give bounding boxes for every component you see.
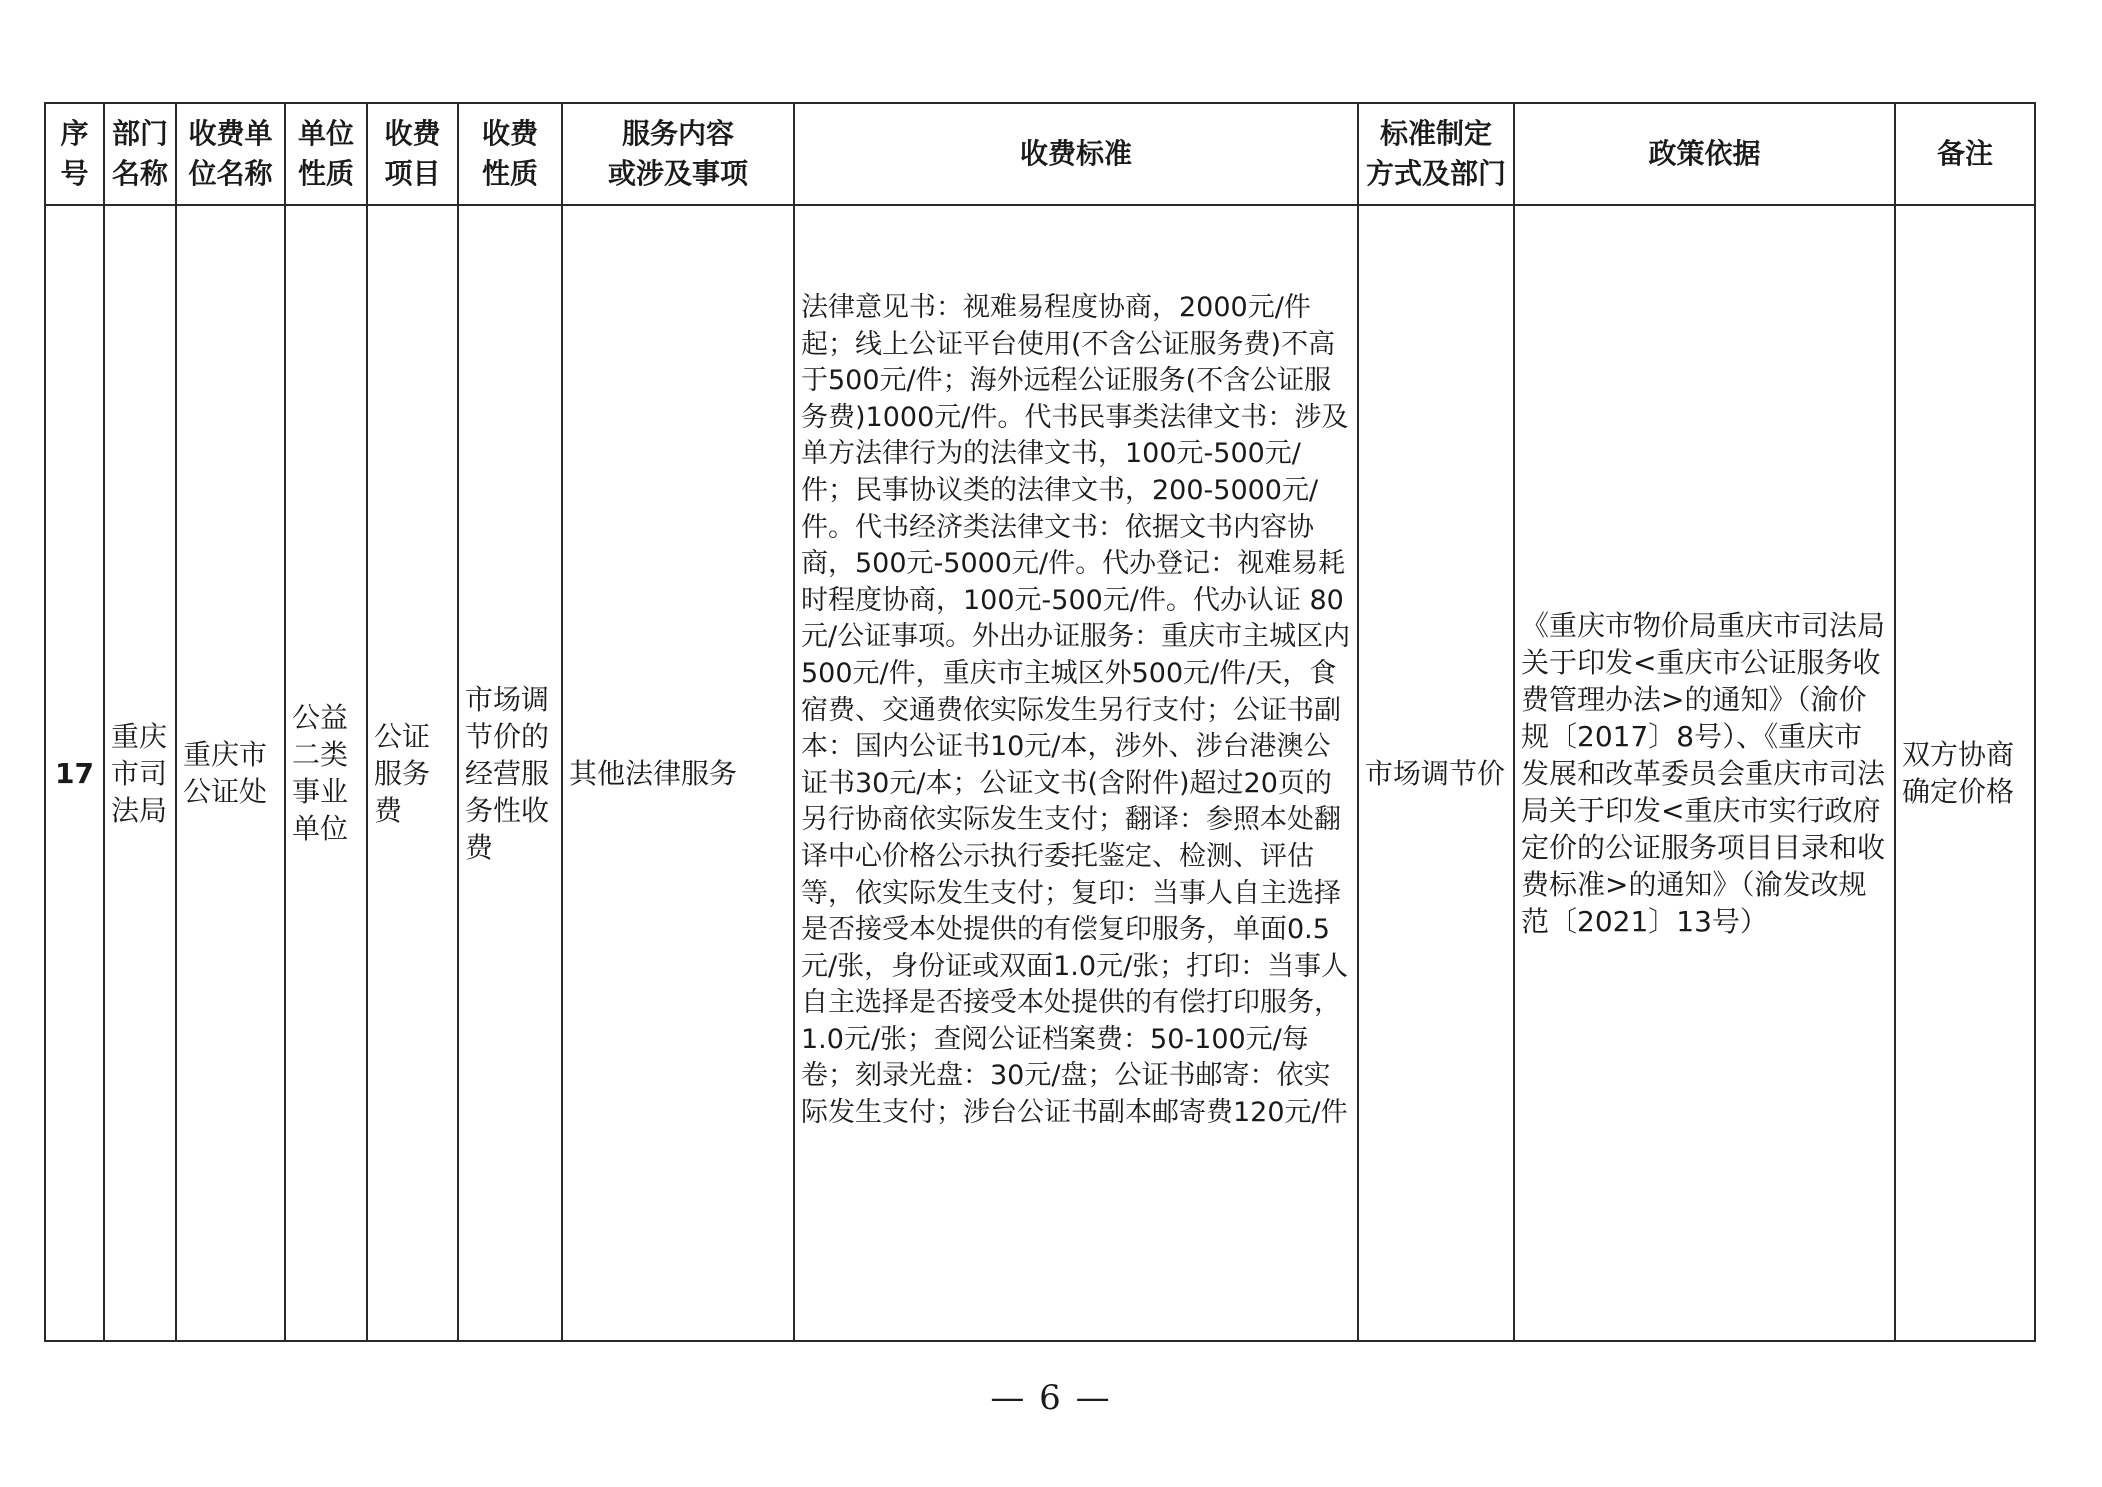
header-dept: 部门 名称	[104, 103, 176, 205]
cell-dept: 重庆市司法局	[104, 205, 176, 1341]
cell-policy: 《重庆市物价局重庆市司法局关于印发<重庆市公证服务收费管理办法>的通知》（渝价规〔2017〕8号）、《重庆市发展和改革委员会重庆市司法局关于印发<重庆市实行政府定价的公证服务项目目录和收费标准>的通知》（渝发改规范〔2021〕13号）	[1514, 205, 1895, 1341]
cell-seq: 17	[45, 205, 104, 1341]
header-standard: 收费标准	[794, 103, 1358, 205]
header-unit: 收费单 位名称	[176, 103, 285, 205]
cell-unit: 重庆市公证处	[176, 205, 285, 1341]
cell-method: 市场调节价	[1358, 205, 1514, 1341]
header-policy: 政策依据	[1514, 103, 1895, 205]
cell-fee-nature: 市场调节价的经营服务性收费	[458, 205, 562, 1341]
header-row	[45, 103, 2035, 205]
header-service: 服务内容 或涉及事项	[562, 103, 794, 205]
fee-table	[44, 102, 2036, 1342]
header-method: 标准制定 方式及部门	[1358, 103, 1514, 205]
table-row	[45, 205, 2035, 1341]
cell-item: 公证服务费	[367, 205, 458, 1341]
header-remark: 备注	[1895, 103, 2035, 205]
cell-nature: 公益二类事业单位	[285, 205, 367, 1341]
header-seq: 序 号	[45, 103, 104, 205]
header-nature: 单位 性质	[285, 103, 367, 205]
header-item: 收费 项目	[367, 103, 458, 205]
header-fee-nature: 收费 性质	[458, 103, 562, 205]
page-number: — 6 —	[990, 1378, 1112, 1418]
cell-service: 其他法律服务	[562, 205, 794, 1341]
cell-remark: 双方协商确定价格	[1895, 205, 2035, 1341]
cell-standard: 法律意见书：视难易程度协商，2000元/件起；线上公证平台使用(不含公证服务费)不高于500元/件；海外远程公证服务(不含公证服务费)1000元/件。代书民事类法律文书：涉及单方法律行为的法律文书，100元-500元/件；民事协议类的法律文书，200-5000元/件。代书经济类法律文书：依据文书内容协商，500元-5000元/件。代办登记：视难易耗时程度协商，100元-500元/件。代办认证 80元/公证事项。外出办证服务：重庆市主城区内500元/件，重庆市主城区外500元/件/天，食宿费、交通费依实际发生另行支付；公证书副本：国内公证书10元/本，涉外、涉台港澳公证书30元/本；公证文书(含附件)超过20页的另行协商依实际发生支付；翻译：参照本处翻译中心价格公示执行委托鉴定、检测、评估等，依实际发生支付；复印：当事人自主选择是否接受本处提供的有偿复印服务，单面0.5元/张，身份证或双面1.0元/张；打印：当事人自主选择是否接受本处提供的有偿打印服务，1.0元/张；查阅公证档案费：50-100元/每卷；刻录光盘：30元/盘；公证书邮寄：依实际发生支付；涉台公证书副本邮寄费120元/件	[794, 205, 1358, 1341]
